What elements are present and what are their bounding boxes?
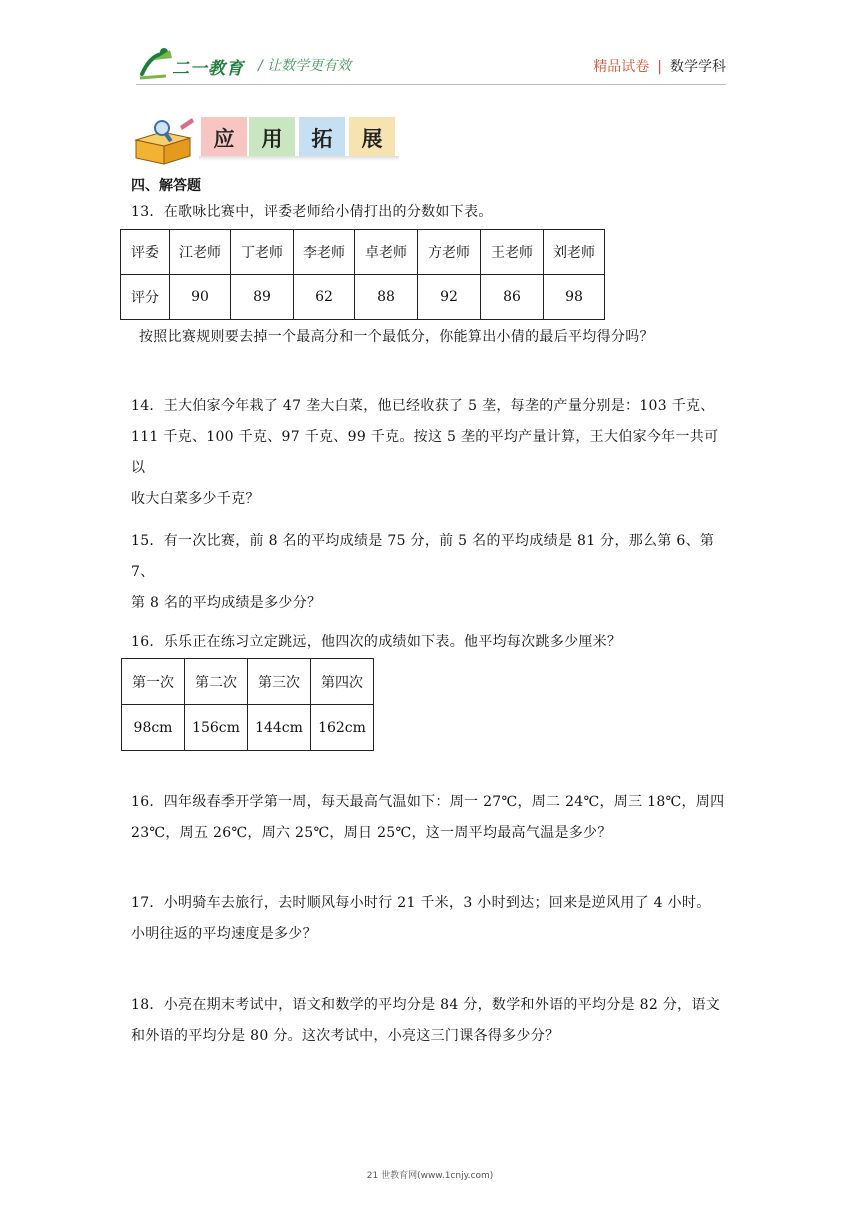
table-cell: 第一次 bbox=[122, 659, 185, 705]
table-cell: 162cm bbox=[311, 705, 374, 751]
footer: 21 世教育网(www.1cnjy.com) bbox=[366, 1171, 494, 1181]
table-cell: 144cm bbox=[248, 705, 311, 751]
banner-char-4: 展 bbox=[349, 117, 395, 159]
question-line: 和外语的平均分是 80 分。这次考试中，小亮这三门课各得多少分？ bbox=[131, 1028, 560, 1044]
question-13: 13．在歌咏比赛中，评委老师给小倩打出的分数如下表。 bbox=[131, 204, 493, 220]
question-line: 收大白菜多少千克？ bbox=[131, 491, 260, 507]
table-cell: 江老师 bbox=[170, 230, 231, 275]
header-tag-paper: 精品试卷 bbox=[593, 59, 650, 75]
toolbox-icon bbox=[130, 116, 196, 166]
score-table bbox=[120, 229, 605, 320]
question-18 bbox=[131, 990, 731, 1052]
table-cell: 98 bbox=[544, 275, 605, 320]
question-17 bbox=[131, 888, 731, 950]
table-cell: 第三次 bbox=[248, 659, 311, 705]
table-row bbox=[122, 705, 374, 751]
banner-char-3: 拓 bbox=[299, 117, 345, 159]
question-line: 小明往返的平均速度是多少？ bbox=[131, 926, 317, 942]
question-line: 111 千克、100 千克、97 千克、99 千克。按这 5 垄的平均产量计算，王大伯家今年一共可以 bbox=[131, 429, 719, 476]
table-cell: 评委 bbox=[121, 230, 170, 275]
table-cell: 丁老师 bbox=[231, 230, 294, 275]
table-cell: 98cm bbox=[122, 705, 185, 751]
table-cell: 卓老师 bbox=[355, 230, 418, 275]
table-cell: 王老师 bbox=[481, 230, 544, 275]
question-line: 16．四年级春季开学第一周，每天最高气温如下：周一 27℃，周二 24℃，周三 18℃，周四 bbox=[131, 794, 725, 810]
table-cell: 第四次 bbox=[311, 659, 374, 705]
question-line: 15．有一次比赛，前 8 名的平均成绩是 75 分，前 5 名的平均成绩是 81 分，那么第 6、第 7、 bbox=[131, 533, 715, 580]
table-cell: 方老师 bbox=[418, 230, 481, 275]
header-divider bbox=[136, 84, 726, 85]
question-14 bbox=[131, 391, 731, 515]
table-cell: 156cm bbox=[185, 705, 248, 751]
table-cell: 评分 bbox=[121, 275, 170, 320]
logo-text: 二一教育 bbox=[172, 59, 244, 79]
banner-char-1: 应 bbox=[201, 117, 247, 159]
question-line: 14．王大伯家今年栽了 47 垄大白菜，他已经收获了 5 垄，每垄的产量分别是：103 千克、 bbox=[131, 398, 715, 414]
table-cell: 刘老师 bbox=[544, 230, 605, 275]
question-16b bbox=[131, 787, 731, 849]
header-separator: | bbox=[657, 59, 662, 75]
question-16a: 16．乐乐正在练习立定跳远，他四次的成绩如下表。他平均每次跳多少厘米？ bbox=[131, 634, 622, 650]
table-cell: 89 bbox=[231, 275, 294, 320]
table-cell: 88 bbox=[355, 275, 418, 320]
header-tag-subject: 数学学科 bbox=[670, 59, 726, 75]
question-line: 23℃，周五 26℃，周六 25℃，周日 25℃，这一周平均最高气温是多少？ bbox=[131, 825, 612, 841]
question-13-followup: 按照比赛规则要去掉一个最高分和一个最低分，你能算出小倩的最后平均得分吗？ bbox=[139, 329, 654, 345]
table-cell: 第二次 bbox=[185, 659, 248, 705]
question-15 bbox=[131, 526, 731, 619]
table-row bbox=[121, 275, 605, 320]
question-line: 18．小亮在期末考试中，语文和数学的平均分是 84 分，数学和外语的平均分是 82 分，语文 bbox=[131, 997, 721, 1013]
header-right bbox=[593, 56, 726, 76]
table-cell: 62 bbox=[294, 275, 355, 320]
question-line: 17．小明骑车去旅行，去时顺风每小时行 21 千米，3 小时到达；回来是逆风用了 4 小时。 bbox=[131, 895, 711, 911]
table-cell: 92 bbox=[418, 275, 481, 320]
table-cell: 90 bbox=[170, 275, 231, 320]
table-row bbox=[121, 230, 605, 275]
table-cell: 86 bbox=[481, 275, 544, 320]
section-title: 四、解答题 bbox=[131, 178, 201, 194]
banner-shadow bbox=[199, 156, 399, 161]
jump-table bbox=[121, 658, 374, 751]
table-row bbox=[122, 659, 374, 705]
header-slogan: / 让数学更有效 bbox=[258, 58, 352, 74]
table-cell: 李老师 bbox=[294, 230, 355, 275]
banner-char-2: 用 bbox=[249, 117, 295, 159]
question-line: 第 8 名的平均成绩是多少分？ bbox=[131, 595, 322, 611]
